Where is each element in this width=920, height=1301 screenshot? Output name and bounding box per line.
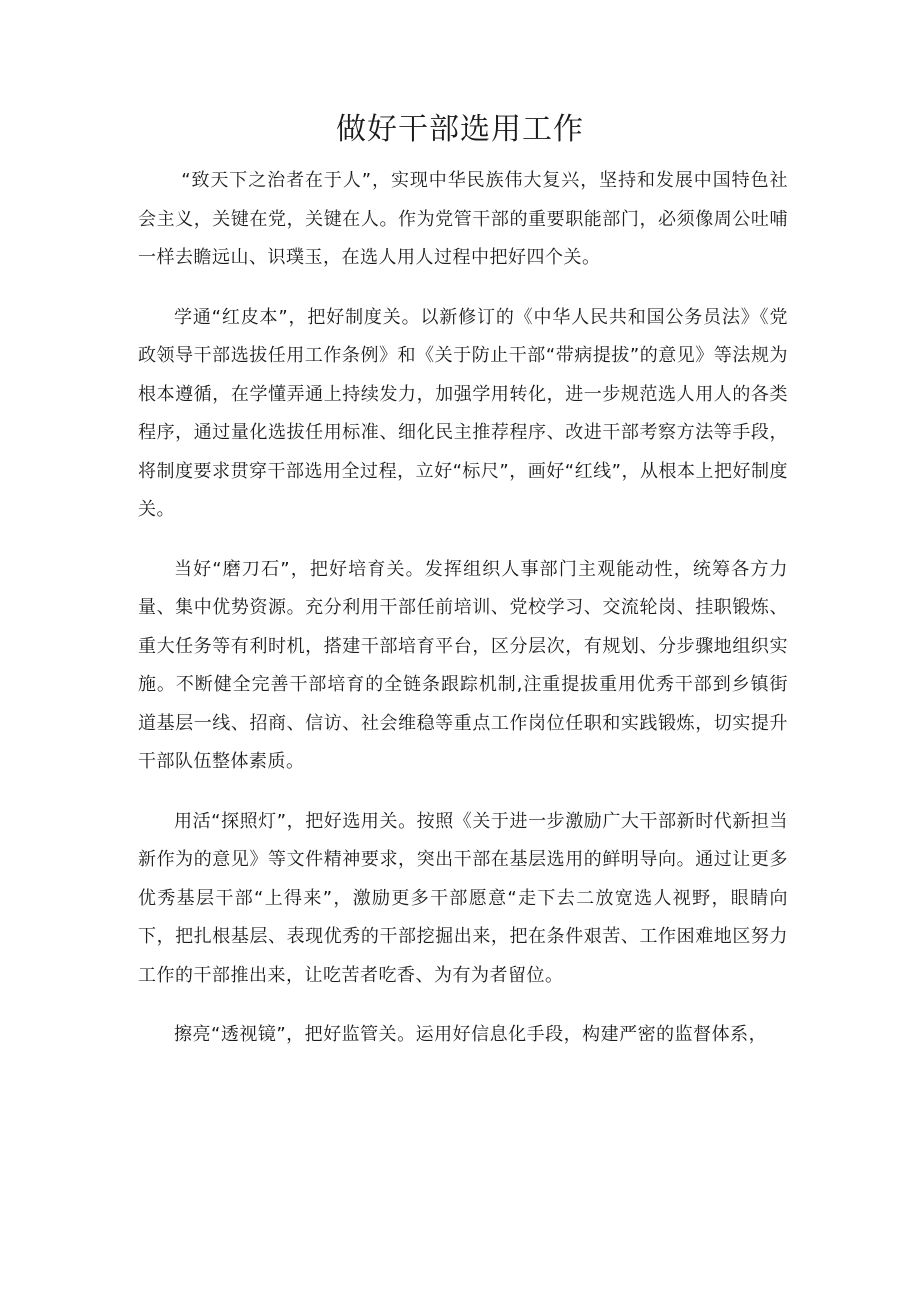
document-title: 做好干部选用工作: [336, 112, 584, 147]
document-body: [138, 162, 788, 1076]
paragraph-supervision: 擦亮“透视镜”，把好监管关。运用好信息化手段，构建严密的监督体系，: [174, 1024, 768, 1045]
paragraph-selection: 用活“探照灯”，把好选用关。按照《关于进一步激励广大干部新时代新担当新作为的意见》等文件精神要求，突出干部在基层选用的鲜明导向。通过让更多优秀基层干部“上得来”，激励更多干部愿意“走下去二放宽选人视野，眼睛向下，把扎根基层、表现优秀的干部挖掘出来，把在条件艰苦、工作困难地区努力工作的干部推出来，让吃苦者吃香、为有为者留位。: [138, 810, 788, 986]
paragraph-training: 当好“磨刀石”，把好培育关。发挥组织人事部门主观能动性，统筹各方力量、集中优势资源。充分利用干部任前培训、党校学习、交流轮岗、挂职锻炼、重大任务等有利时机，搭建干部培育平台，区分层次，有规划、分步骤地组织实施。不断健全完善干部培育的全链条跟踪机制,注重提拔重用优秀干部到乡镇街道基层一线、招商、信访、社会维稳等重点工作岗位任职和实践锻炼，切实提升干部队伍整体素质。: [138, 558, 788, 772]
paragraph-intro: “致天下之治者在于人”，实现中华民族伟大复兴，坚持和发展中国特色社会主义，关键在党，关键在人。作为党管干部的重要职能部门，必须像周公吐哺一样去瞻远山、识璞玉，在选人用人过程中把好四个关。: [138, 170, 788, 268]
paragraph-system: 学通“红皮本”，把好制度关。以新修订的《中华人民共和国公务员法》《党政领导干部选拔任用工作条例》和《关于防止干部“带病提拔”的意见》等法规为根本遵循，在学懂弄通上持续发力，加强学用转化，进一步规范选人用人的各类程序，通过量化选拔任用标准、细化民主推荐程序、改进干部考察方法等手段，将制度要求贯穿干部选用全过程，立好“标尺”，画好“红线”，从根本上把好制度关。: [138, 306, 788, 520]
